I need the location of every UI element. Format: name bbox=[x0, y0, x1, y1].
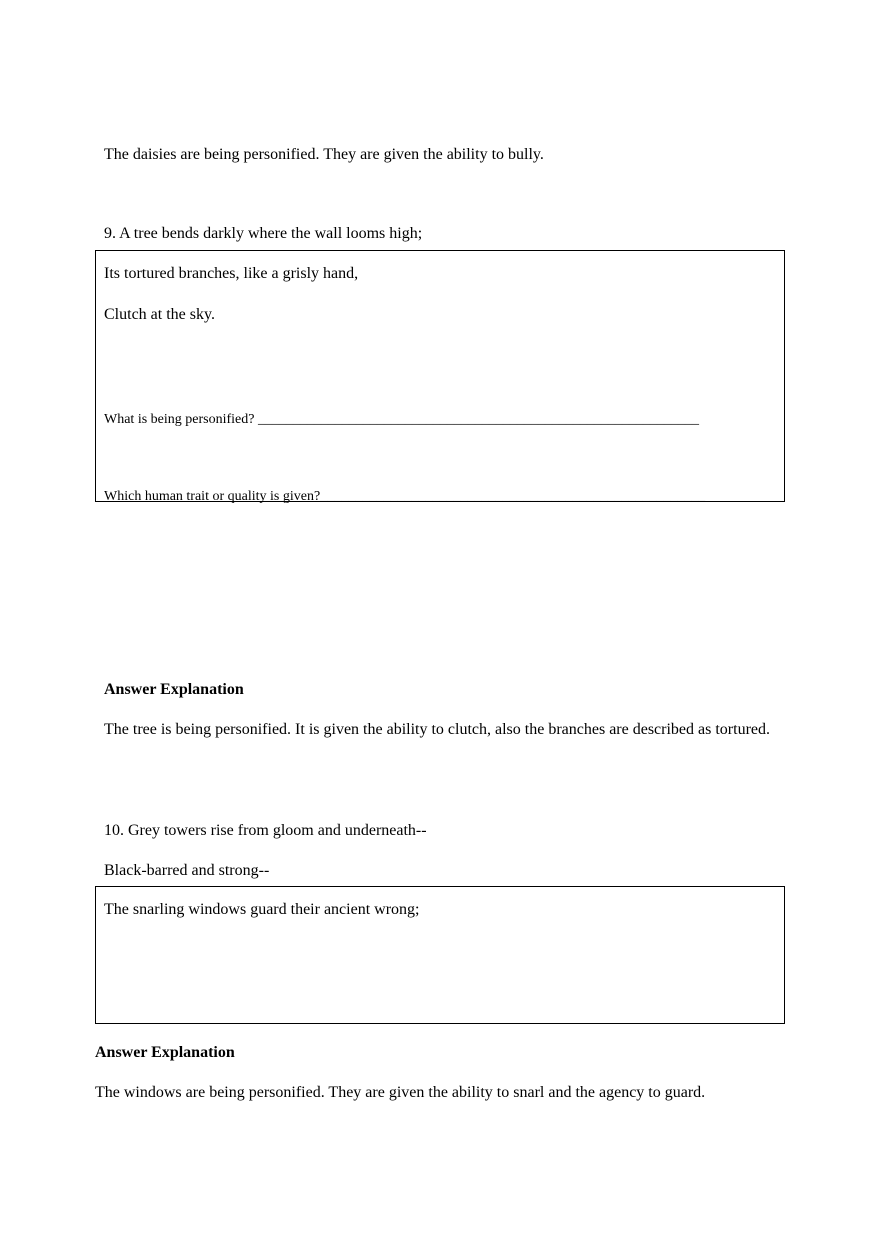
q10-poem-line-3: The snarling windows guard their ancient wrong; bbox=[104, 901, 420, 918]
q9-poem-line-2: Its tortured branches, like a grisly hand, bbox=[104, 265, 359, 282]
q8-answer-text: The daisies are being personified. They are given the ability to bully. bbox=[104, 146, 544, 163]
q10-answer-text: The windows are being personified. They are given the ability to snarl and the agency to guard. bbox=[95, 1084, 706, 1101]
q9-poem-line-3: Clutch at the sky. bbox=[104, 306, 215, 323]
q9-answer-box bbox=[95, 250, 785, 502]
q9-answer-heading: Answer Explanation bbox=[104, 681, 244, 698]
q10-answer-heading: Answer Explanation bbox=[95, 1044, 235, 1061]
q9-question-trait: Which human trait or quality is given?_______________________________________________________ bbox=[104, 489, 706, 504]
q10-poem-line-2: Black-barred and strong-- bbox=[104, 862, 270, 879]
q10-prompt: 10. Grey towers rise from gloom and underneath-- bbox=[104, 822, 427, 839]
q9-answer-text: The tree is being personified. It is given the ability to clutch, also the branches are described as tortured. bbox=[104, 721, 770, 738]
q9-prompt: 9. A tree bends darkly where the wall looms high; bbox=[104, 225, 423, 242]
q9-question-personified: What is being personified? _______________________________________________________________ bbox=[104, 412, 699, 427]
